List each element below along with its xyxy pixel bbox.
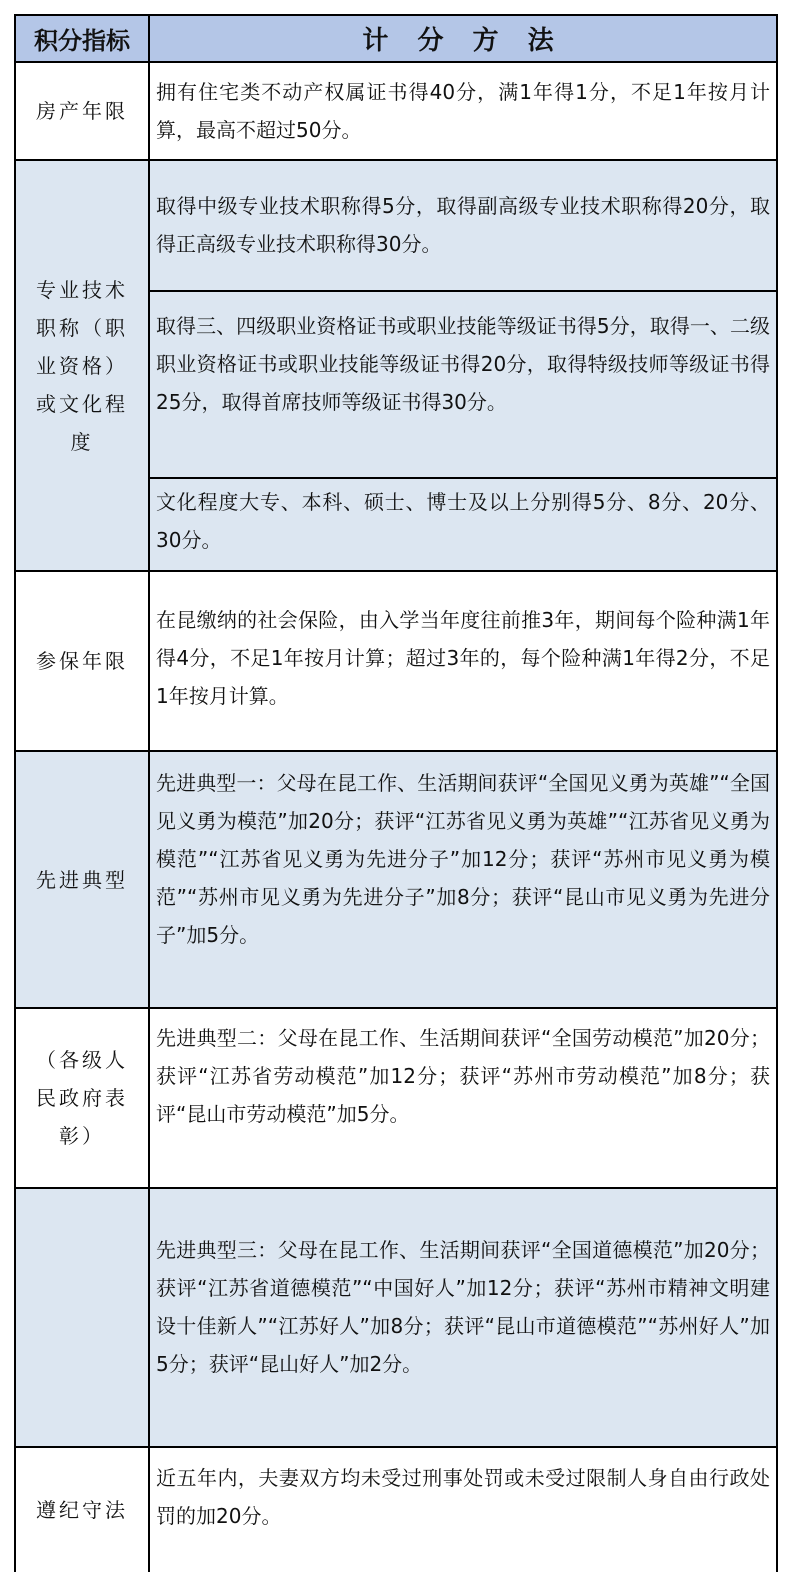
row-text-professional-3: 文化程度大专、本科、硕士、博士及以上分别得5分、8分、20分、30分。 <box>156 490 770 552</box>
row-label-insurance: 参保年限 <box>16 572 150 750</box>
row-content-professional-cell <box>150 161 776 570</box>
row-content-advanced-1-cell <box>150 752 776 1007</box>
row-content-advanced-3-cell <box>150 1189 776 1446</box>
table-row-property <box>16 63 776 159</box>
header-method: 计 分 方 法 <box>362 26 564 56</box>
row-label-advanced: 先进典型 <box>16 752 150 1007</box>
table-row-advanced-3 <box>16 1189 776 1446</box>
divider <box>150 290 776 292</box>
table-row-law <box>16 1448 776 1572</box>
header-indicator: 积分指标 <box>16 16 150 61</box>
row-text-professional-2: 取得三、四级职业资格证书或职业技能等级证书得5分，取得一、二级职业资格证书或职业技能等级证书得20分，取得特级技师等级证书得25分，取得首席技师等级证书得30分。 <box>156 314 770 414</box>
row-label-advanced-3-empty <box>16 1189 150 1446</box>
row-label-law: 遵纪守法 <box>16 1448 150 1572</box>
row-text-property: 拥有住宅类不动产权属证书得40分，满1年得1分，不足1年按月计算，最高不超过50分。 <box>156 80 770 142</box>
table-row-advanced-1 <box>16 752 776 1007</box>
table-row-insurance <box>16 572 776 750</box>
points-table <box>14 14 778 1572</box>
row-content-advanced-2-cell <box>150 1009 776 1187</box>
table-header <box>16 16 776 61</box>
row-text-law: 近五年内，夫妻双方均未受过刑事处罚或未受过限制人身自由行政处罚的加20分。 <box>156 1466 770 1528</box>
row-content-law-cell <box>150 1448 776 1572</box>
row-text-advanced-3: 先进典型三：父母在昆工作、生活期间获评“全国道德模范”加20分；获评“江苏省道德模范”“中国好人”加12分；获评“苏州市精神文明建设十佳新人”“江苏好人”加8分；获评“昆山市道德模范”“苏州好人”加5分；获评“昆山好人”加2分。 <box>156 1238 770 1376</box>
divider <box>150 477 776 479</box>
row-content-insurance-cell <box>150 572 776 750</box>
row-text-professional-1: 取得中级专业技术职称得5分，取得副高级专业技术职称得20分，取得正高级专业技术职称得30分。 <box>156 194 770 256</box>
row-label-professional: 专业技术职称（职业资格）或文化程度 <box>16 161 150 570</box>
row-text-advanced-1: 先进典型一：父母在昆工作、生活期间获评“全国见义勇为英雄”“全国见义勇为模范”加20分；获评“江苏省见义勇为英雄”“江苏省见义勇为模范”“江苏省见义勇为先进分子”加12分；获评“苏州市见义勇为模范”“苏州市见义勇为先进分子”加8分；获评“昆山市见义勇为先进分子”加5分。 <box>156 771 770 947</box>
row-content-property-cell <box>150 63 776 159</box>
table-row-professional <box>16 161 776 570</box>
row-text-advanced-2: 先进典型二：父母在昆工作、生活期间获评“全国劳动模范”加20分；获评“江苏省劳动模范”加12分；获评“苏州市劳动模范”加8分；获评“昆山市劳动模范”加5分。 <box>156 1026 770 1126</box>
table-row-advanced-2 <box>16 1009 776 1187</box>
row-text-insurance: 在昆缴纳的社会保险，由入学当年度往前推3年，期间每个险种满1年得4分，不足1年按月计算；超过3年的，每个险种满1年得2分，不足1年按月计算。 <box>156 608 770 708</box>
row-label-property: 房产年限 <box>16 63 150 159</box>
row-label-advanced-2: （各级人民政府表彰） <box>16 1009 150 1187</box>
